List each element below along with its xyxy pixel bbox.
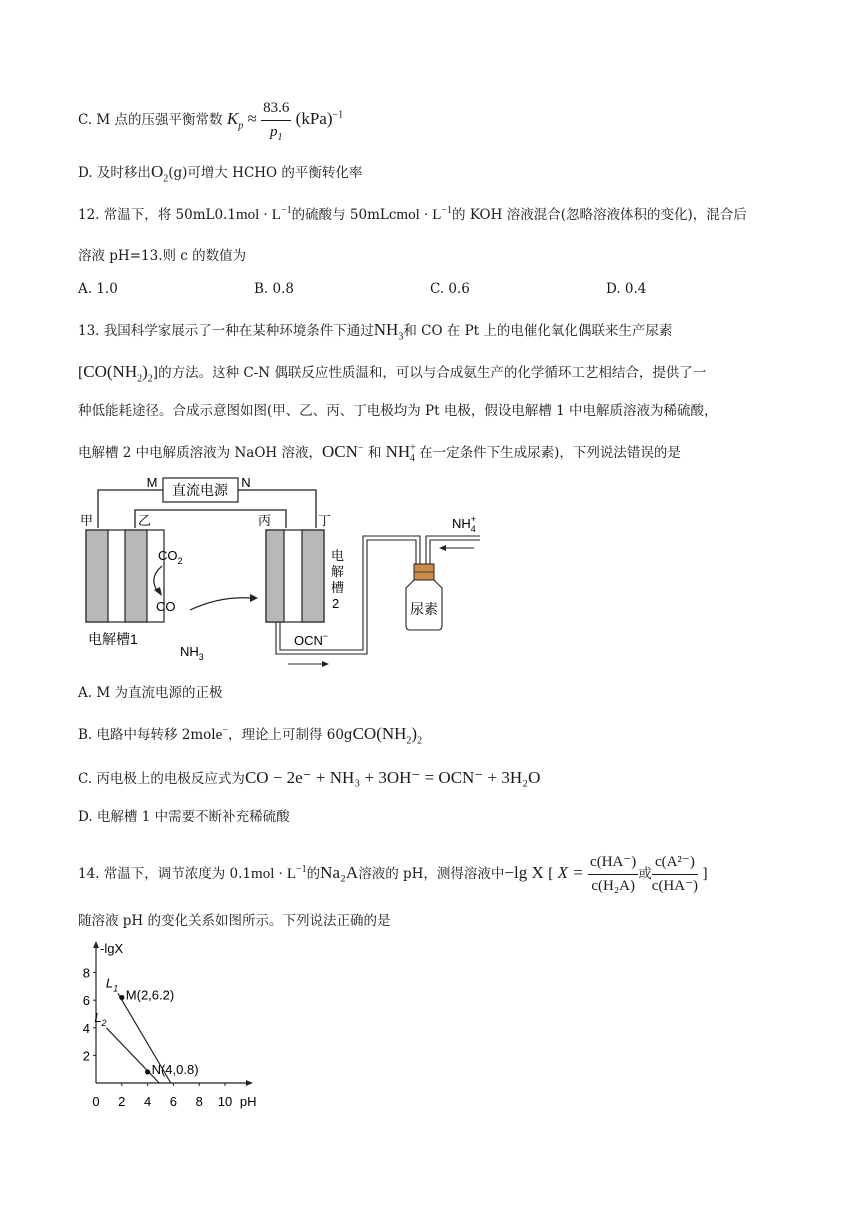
kp-unit: (kPa)$^{-1}$ bbox=[295, 109, 344, 128]
q12-stem-c: 的 KOH 溶液混合(忽略溶液体积的变化)，混合后 bbox=[452, 207, 747, 223]
electrode-yi-label: 乙 bbox=[138, 513, 152, 528]
electron-symbol: e− bbox=[215, 725, 228, 743]
q13-stem-line4-a: 电解槽 2 中电解质溶液为 NaOH 溶液， bbox=[78, 445, 322, 461]
x-tick-label: 8 bbox=[195, 1094, 203, 1109]
x-tick-label: 2 bbox=[118, 1094, 126, 1109]
series-label-l1: $L_1$ bbox=[105, 975, 119, 994]
x-tick-label: 6 bbox=[169, 1094, 178, 1109]
unit-mol-l: mol · $L^{-1}$ bbox=[235, 205, 292, 223]
neg-lgx: −lg X bbox=[504, 863, 544, 882]
y-axis-label: -lgX bbox=[100, 941, 124, 956]
terminal-n: N bbox=[241, 475, 251, 490]
unit-mol-l: mol · $L^{-1}$ bbox=[251, 864, 307, 882]
q13-stem-line4-b: 和 bbox=[367, 445, 382, 461]
series-label-l2: $L_2$ bbox=[94, 1009, 107, 1028]
q13-option-b bbox=[78, 722, 422, 746]
approx-sign: ≈ bbox=[247, 109, 257, 128]
co2-label: $CO_2$ bbox=[158, 548, 183, 566]
ratio-1: $\frac{c(HA^-)}{\text{c(H₂A)}}$ bbox=[590, 854, 637, 894]
na2a-formula: Na₂A bbox=[320, 863, 359, 882]
q13-option-c bbox=[78, 766, 540, 790]
x-axis-arrow bbox=[246, 1080, 253, 1086]
q13-stem-line3: 种低能耗途径。合成示意图如图(甲、乙、丙、丁电极均为 Pt 电极，假设电解槽 1 中电解质溶液为稀硫酸， bbox=[78, 403, 718, 419]
y-tick-label: 6 bbox=[82, 993, 90, 1009]
y-tick-label: 2 bbox=[82, 1048, 90, 1064]
q13-option-b-a: B. 电路中每转移 2mol bbox=[78, 727, 216, 743]
urea-formula: $CO(NH_2)_2$ bbox=[83, 362, 153, 385]
ocn-label: OCN− bbox=[294, 631, 329, 648]
terminal-m: M bbox=[146, 475, 158, 490]
q12-stem-line2: 溶液 pH=13.则 c 的数值为 bbox=[78, 248, 247, 264]
data-point bbox=[119, 995, 124, 1000]
x-tick-label: 4 bbox=[143, 1094, 152, 1109]
q13-option-c-a: C. 丙电极上的电极反应式为 bbox=[78, 771, 245, 787]
q14-stem-a: 14. 常温下，调节浓度为 0.1 bbox=[78, 866, 252, 882]
q13-stem-line1 bbox=[78, 318, 672, 342]
cell-1-label: 电解槽1 bbox=[88, 631, 138, 647]
urea-formula: $CO(NH_2)_2$ bbox=[352, 724, 423, 747]
y-tick-label: 8 bbox=[82, 965, 90, 981]
q13-stem-line2-text: ]的方法。这种 C-N 偶联反应性质温和，可以与合成氨生产的化学循环工艺相结合，提供了一 bbox=[152, 365, 707, 381]
q14-stem-line1 bbox=[78, 852, 708, 897]
dc-power-label: 直流电源 bbox=[172, 482, 228, 498]
kp-symbol: $K_p$ bbox=[226, 109, 244, 132]
unit-mol-l: mol · $L^{-1}$ bbox=[396, 205, 453, 223]
lgx-ph-chart bbox=[70, 938, 270, 1110]
bracket: [ bbox=[548, 866, 554, 882]
urea-bottle bbox=[406, 564, 442, 630]
o2-formula: $O_2$ bbox=[150, 162, 169, 185]
co-nh3-arrow bbox=[190, 598, 250, 610]
kp-denominator: $p_1$ bbox=[270, 124, 283, 143]
q13-stem-line4 bbox=[78, 440, 681, 464]
y-tick-label: 4 bbox=[82, 1020, 90, 1036]
q12-stem bbox=[78, 205, 747, 226]
electrode-ding-label: 丁 bbox=[318, 513, 332, 528]
q12-option-b: B. 0.8 bbox=[254, 281, 294, 297]
cell-2-label: 解 bbox=[331, 564, 345, 579]
point-label: M(2,6.2) bbox=[125, 987, 175, 1003]
q13-stem-line2 bbox=[78, 360, 706, 384]
cell-2-label: 槽 bbox=[331, 580, 345, 595]
electrolysis-diagram bbox=[70, 468, 490, 678]
nh4-pipe bbox=[426, 536, 480, 564]
cell-2-label: 2 bbox=[332, 596, 340, 611]
ocn-formula: OCN− bbox=[321, 442, 364, 461]
urea-label: 尿素 bbox=[410, 601, 438, 617]
electrode-equation: CO − 2e⁻ + NH₃ + 3OH⁻ = OCN⁻ + 3H₂O bbox=[244, 768, 541, 787]
x-definition: X = bbox=[557, 863, 584, 882]
nh4-formula: $NH^+_4$ bbox=[385, 442, 416, 465]
nh3-formula: $NH_3$ bbox=[373, 320, 404, 343]
q14-stem-b: 的 bbox=[306, 866, 321, 882]
cell-2 bbox=[266, 530, 324, 622]
or-text: 或 bbox=[638, 866, 652, 882]
q13-stem-b: 和 CO 在 Pt 上的电催化氧化偶联来生产尿素 bbox=[403, 323, 673, 339]
bracket: ] bbox=[702, 866, 708, 882]
cell-1 bbox=[86, 530, 164, 622]
bracket: [ bbox=[78, 365, 84, 381]
q12-stem-a: 12. 常温下，将 50mL0.1 bbox=[78, 207, 236, 223]
q14-stem-c: 溶液的 pH，测得溶液中 bbox=[358, 866, 505, 882]
q12-option-d: D. 0.4 bbox=[606, 281, 647, 297]
q11-option-d-text: (g)可增大 HCHO 的平衡转化率 bbox=[168, 165, 363, 181]
x-tick-label: 10 bbox=[217, 1094, 233, 1109]
q13-option-d: D. 电解槽 1 中需要不断补充稀硫酸 bbox=[78, 809, 290, 825]
cell-2-label: 电 bbox=[331, 548, 345, 563]
q12-stem-b: 的硫酸与 50mLc bbox=[291, 207, 397, 223]
q11-option-c-label: C. M 点的压强平衡常数 bbox=[78, 112, 223, 128]
point-label: N(4,0.8) bbox=[151, 1061, 199, 1077]
nh4-label: $NH_4+$ bbox=[452, 514, 477, 534]
kp-numerator: 83.6 bbox=[261, 98, 291, 121]
q14-stem-line2: 随溶液 pH 的变化关系如图所示。下列说法正确的是 bbox=[78, 913, 391, 929]
x-tick-label: 0 bbox=[92, 1094, 100, 1109]
q13-option-b-b: ，理论上可制得 60g bbox=[227, 727, 353, 743]
co-label: CO bbox=[156, 599, 176, 614]
data-point bbox=[145, 1069, 150, 1074]
nh3-label: $NH_3$ bbox=[180, 644, 204, 662]
q12-option-c: C. 0.6 bbox=[430, 281, 470, 297]
y-axis-arrow bbox=[93, 941, 99, 948]
ratio-2: $\frac{\text{c(A²⁻)}}{c(HA^-)}$ bbox=[651, 854, 699, 894]
q11-option-c bbox=[78, 98, 343, 143]
electrode-bing-label: 丙 bbox=[258, 513, 272, 528]
kp-fraction bbox=[261, 98, 291, 143]
q13-option-a: A. M 为直流电源的正极 bbox=[78, 685, 223, 701]
q13-stem-a: 13. 我国科学家展示了一种在某种环境条件下通过 bbox=[78, 323, 374, 339]
q11-option-d bbox=[78, 160, 362, 184]
x-axis-label: pH bbox=[239, 1094, 257, 1109]
q13-stem-line4-c: 在一定条件下生成尿素)，下列说法错误的是 bbox=[419, 445, 681, 461]
q11-option-d-label: D. 及时移出 bbox=[78, 165, 151, 181]
electrode-jia-label: 甲 bbox=[80, 513, 94, 528]
q12-option-a: A. 1.0 bbox=[78, 281, 118, 297]
